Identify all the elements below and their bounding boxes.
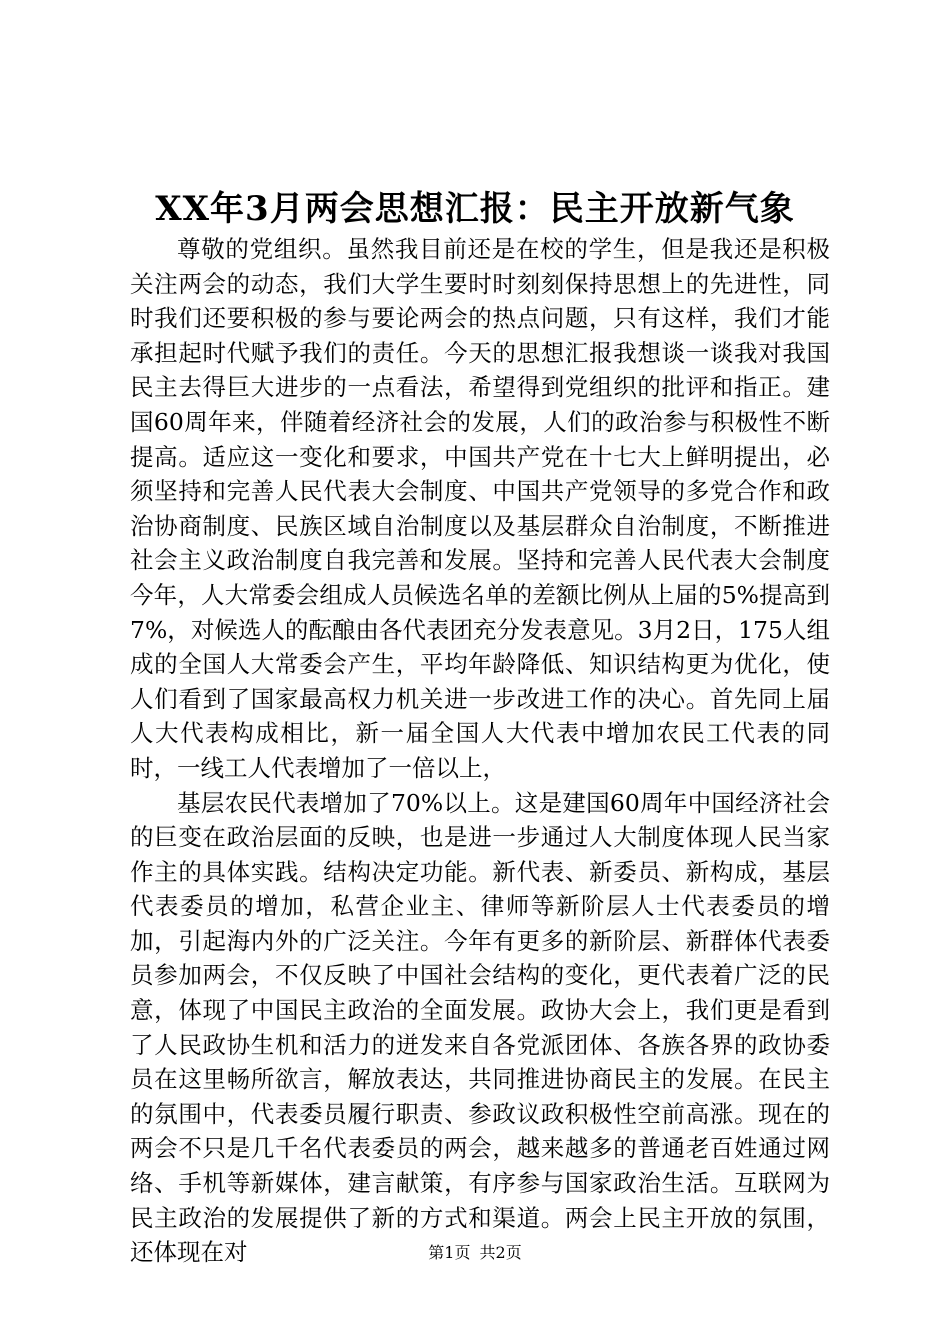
page-footer <box>0 1242 950 1264</box>
document-title: XX年3月两会思想汇报：民主开放新气象 <box>155 189 795 229</box>
page-total: 共2页 <box>479 1243 522 1262</box>
paragraph-2: 基层农民代表增加了70%以上。这是建国60周年中国经济社会的巨变在政治层面的反映，也是进一步通过人大制度体现人民当家作主的具体实践。结构决定功能。新代表、新委员、新构成，基层代表委员的增加，私营企业主、律师等新阶层人士代表委员的增加，引起海内外的广泛关注。今年有更多的新阶层、新群体代表委员参加两会，不仅反映了中国社会结构的变化，更代表着广泛的民意，体现了中国民主政治的全面发展。政协大会上，我们更是看到了人民政协生机和活力的迸发来自各党派团体、各族各界的政协委员在这里畅所欲言，解放表达，共同推进协商民主的发展。在民主的氛围中，代表委员履行职责、参政议政积极性空前高涨。现在的两会不只是几千名代表委员的两会，越来越多的普通老百姓通过网络、手机等新媒体，建言献策，有序参与国家政治生活。互联网为民主政治的发展提供了新的方式和渠道。两会上民主开放的氛围，还体现在对 <box>130 788 830 1267</box>
page-number: 第1页 <box>428 1243 471 1262</box>
document-body <box>130 232 830 1270</box>
paragraph-1: 尊敬的党组织。虽然我目前还是在校的学生，但是我还是积极关注两会的动态，我们大学生要时时刻刻保持思想上的先进性，同时我们还要积极的参与要论两会的热点问题，只有这样，我们才能承担起时代赋予我们的责任。今天的思想汇报我想谈一谈我对我国民主去得巨大进步的一点看法，希望得到党组织的批评和指正。建国60周年来，伴随着经济社会的发展，人们的政治参与积极性不断提高。适应这一变化和要求，中国共产党在十七大上鲜明提出，必须坚持和完善人民代表大会制度、中国共产党领导的多党合作和政治协商制度、民族区域自治制度以及基层群众自治制度，不断推进社会主义政治制度自我完善和发展。坚持和完善人民代表大会制度今年，人大常委会组成人员候选名单的差额比例从上届的5%提高到7%，对候选人的酝酿由各代表团充分发表意见。3月2日，175人组成的全国人大常委会产生，平均年龄降低、知识结构更为优化，使人们看到了国家最高权力机关进一步改进工作的决心。首先同上届人大代表构成相比，新一届全国人大代表中增加农民工代表的同时，一线工人代表增加了一倍以上， <box>130 235 830 782</box>
